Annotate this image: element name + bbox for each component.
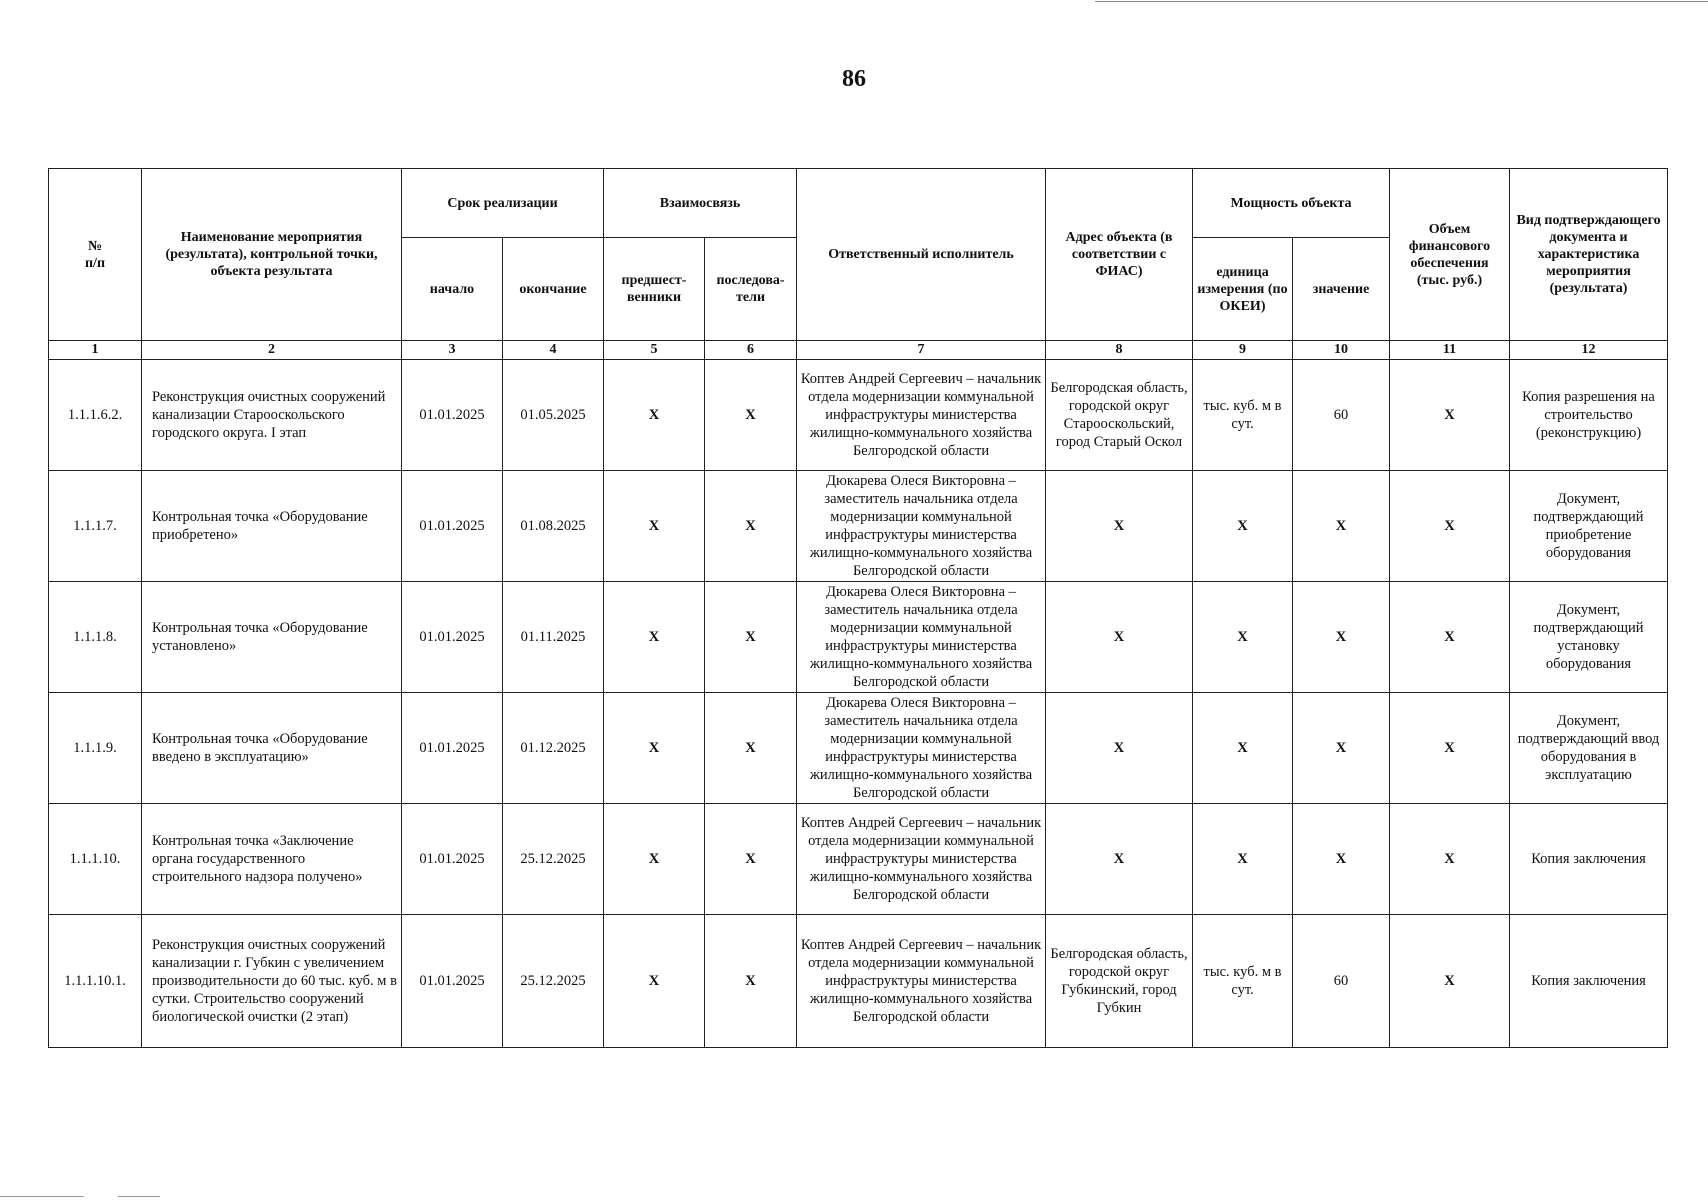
column-number: 8 <box>1046 341 1193 360</box>
row-doc: Документ, подтверждающий приобретение оборудования <box>1510 471 1668 582</box>
row-start: 01.01.2025 <box>402 471 503 582</box>
row-succ: X <box>705 360 797 471</box>
row-exec: Коптев Андрей Сергеевич – начальник отдела модернизации коммунальной инфраструктуры министерства жилищно-коммунального хозяйства Белгородской области <box>797 360 1046 471</box>
row-pred: X <box>604 360 705 471</box>
row-exec: Коптев Андрей Сергеевич – начальник отдела модернизации коммунальной инфраструктуры министерства жилищно-коммунального хозяйства Белгородской области <box>797 915 1046 1048</box>
header-fin: Объем финансового обеспечения (тыс. руб.) <box>1390 169 1510 341</box>
row-fin: X <box>1390 471 1510 582</box>
row-value: X <box>1293 693 1390 804</box>
column-number: 9 <box>1193 341 1293 360</box>
row-start: 01.01.2025 <box>402 582 503 693</box>
table-row <box>49 582 1668 693</box>
row-start: 01.01.2025 <box>402 360 503 471</box>
row-value: X <box>1293 804 1390 915</box>
table-row <box>49 471 1668 582</box>
row-doc: Копия заключения <box>1510 915 1668 1048</box>
row-name: Контрольная точка «Оборудование введено в эксплуатацию» <box>142 693 402 804</box>
header-pred: предшест-венники <box>604 238 705 341</box>
plan-table <box>48 168 1668 1048</box>
header-succ: последова-тели <box>705 238 797 341</box>
row-value: 60 <box>1293 915 1390 1048</box>
row-pred: X <box>604 915 705 1048</box>
column-number: 7 <box>797 341 1046 360</box>
row-doc: Документ, подтверждающий установку оборудования <box>1510 582 1668 693</box>
row-unit: X <box>1193 471 1293 582</box>
row-name: Контрольная точка «Оборудование приобретено» <box>142 471 402 582</box>
bottom-rule <box>118 1196 160 1197</box>
header-num: № п/п <box>49 169 142 341</box>
row-addr: X <box>1046 804 1193 915</box>
row-value: X <box>1293 582 1390 693</box>
row-start: 01.01.2025 <box>402 804 503 915</box>
row-num: 1.1.1.7. <box>49 471 142 582</box>
row-fin: X <box>1390 582 1510 693</box>
row-succ: X <box>705 915 797 1048</box>
header-name: Наименование мероприятия (результата), контрольной точки, объекта результата <box>142 169 402 341</box>
row-end: 01.11.2025 <box>503 582 604 693</box>
row-succ: X <box>705 582 797 693</box>
column-number: 1 <box>49 341 142 360</box>
row-unit: X <box>1193 693 1293 804</box>
row-end: 25.12.2025 <box>503 804 604 915</box>
column-number: 3 <box>402 341 503 360</box>
row-num: 1.1.1.9. <box>49 693 142 804</box>
row-end: 01.08.2025 <box>503 471 604 582</box>
row-addr: Белгородская область, городской округ Губкинский, город Губкин <box>1046 915 1193 1048</box>
header-link: Взаимосвязь <box>604 169 797 238</box>
top-rule <box>1095 1 1708 2</box>
row-doc: Копия заключения <box>1510 804 1668 915</box>
header-period: Срок реализации <box>402 169 604 238</box>
page-number: 86 <box>842 66 866 92</box>
row-value: X <box>1293 471 1390 582</box>
column-number: 12 <box>1510 341 1668 360</box>
row-exec: Дюкарева Олеся Викторовна – заместитель начальника отдела модернизации коммунальной инфраструктуры министерства жилищно-коммунального хозяйства Белгородской области <box>797 582 1046 693</box>
column-number: 5 <box>604 341 705 360</box>
row-addr: X <box>1046 471 1193 582</box>
header-start: начало <box>402 238 503 341</box>
header-power: Мощность объекта <box>1193 169 1390 238</box>
row-doc: Копия разрешения на строительство (реконструкцию) <box>1510 360 1668 471</box>
row-name: Реконструкция очистных сооружений канализации Старооскольского городского округа. I этап <box>142 360 402 471</box>
table-row <box>49 360 1668 471</box>
header-addr: Адрес объекта (в соответствии с ФИАС) <box>1046 169 1193 341</box>
table-row <box>49 915 1668 1048</box>
row-start: 01.01.2025 <box>402 915 503 1048</box>
header-unit: единица измерения (по ОКЕИ) <box>1193 238 1293 341</box>
column-numbers-row <box>49 341 1668 360</box>
row-unit: тыс. куб. м в сут. <box>1193 360 1293 471</box>
row-exec: Дюкарева Олеся Викторовна – заместитель начальника отдела модернизации коммунальной инфраструктуры министерства жилищно-коммунального хозяйства Белгородской области <box>797 471 1046 582</box>
row-num: 1.1.1.6.2. <box>49 360 142 471</box>
row-pred: X <box>604 582 705 693</box>
row-pred: X <box>604 804 705 915</box>
bottom-rule <box>0 1196 84 1197</box>
row-fin: X <box>1390 360 1510 471</box>
row-addr: Белгородская область, городской округ Старооскольский, город Старый Оскол <box>1046 360 1193 471</box>
row-exec: Дюкарева Олеся Викторовна – заместитель начальника отдела модернизации коммунальной инфраструктуры министерства жилищно-коммунального хозяйства Белгородской области <box>797 693 1046 804</box>
row-num: 1.1.1.8. <box>49 582 142 693</box>
row-addr: X <box>1046 693 1193 804</box>
row-addr: X <box>1046 582 1193 693</box>
row-unit: X <box>1193 582 1293 693</box>
row-name: Контрольная точка «Оборудование установлено» <box>142 582 402 693</box>
row-fin: X <box>1390 915 1510 1048</box>
row-succ: X <box>705 804 797 915</box>
header-doc: Вид подтверждающего документа и характеристика мероприятия (результата) <box>1510 169 1668 341</box>
row-succ: X <box>705 693 797 804</box>
row-name: Реконструкция очистных сооружений канализации г. Губкин с увеличением производительности до 60 тыс. куб. м в сутки. Строительство сооружений биологической очистки (2 этап) <box>142 915 402 1048</box>
row-fin: X <box>1390 693 1510 804</box>
row-fin: X <box>1390 804 1510 915</box>
row-end: 01.12.2025 <box>503 693 604 804</box>
row-start: 01.01.2025 <box>402 693 503 804</box>
header-end: окончание <box>503 238 604 341</box>
row-pred: X <box>604 471 705 582</box>
row-succ: X <box>705 471 797 582</box>
column-number: 4 <box>503 341 604 360</box>
column-number: 11 <box>1390 341 1510 360</box>
header-exec: Ответственный исполнитель <box>797 169 1046 341</box>
table-row <box>49 693 1668 804</box>
row-num: 1.1.1.10. <box>49 804 142 915</box>
row-name: Контрольная точка «Заключение органа государственного строительного надзора получено» <box>142 804 402 915</box>
row-unit: X <box>1193 804 1293 915</box>
row-pred: X <box>604 693 705 804</box>
column-number: 6 <box>705 341 797 360</box>
row-value: 60 <box>1293 360 1390 471</box>
row-unit: тыс. куб. м в сут. <box>1193 915 1293 1048</box>
row-end: 25.12.2025 <box>503 915 604 1048</box>
row-num: 1.1.1.10.1. <box>49 915 142 1048</box>
row-end: 01.05.2025 <box>503 360 604 471</box>
column-number: 10 <box>1293 341 1390 360</box>
table-row <box>49 804 1668 915</box>
row-doc: Документ, подтверждающий ввод оборудования в эксплуатацию <box>1510 693 1668 804</box>
row-exec: Коптев Андрей Сергеевич – начальник отдела модернизации коммунальной инфраструктуры министерства жилищно-коммунального хозяйства Белгородской области <box>797 804 1046 915</box>
header-row-1 <box>49 169 1668 238</box>
column-number: 2 <box>142 341 402 360</box>
header-value: значение <box>1293 238 1390 341</box>
